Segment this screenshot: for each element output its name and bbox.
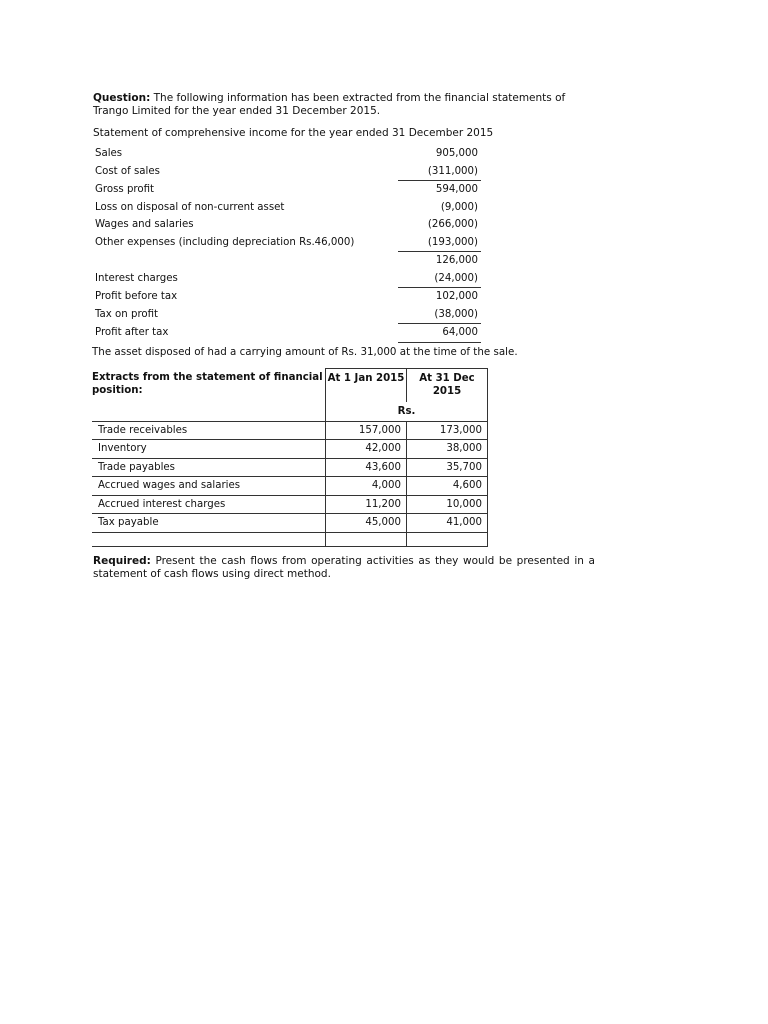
income-row [95, 288, 481, 306]
column-header-closing: At 31 Dec 2015 [407, 368, 488, 402]
position-row-label: Accrued interest charges [92, 495, 326, 514]
income-row [95, 145, 481, 163]
income-row [95, 234, 481, 252]
required-label: Required: [93, 554, 151, 567]
required-text: Present the cash flows from operating activities as they would be presented in a statement of cash flows using direct method. [93, 554, 595, 580]
position-row [92, 477, 488, 496]
income-row [95, 163, 481, 181]
income-row-amount: (38,000) [398, 306, 481, 324]
position-row-opening: 45,000 [326, 514, 407, 533]
income-row-label: Tax on profit [95, 309, 159, 320]
income-row-amount: (24,000) [398, 270, 481, 288]
position-table-title: Extracts from the statement of financial position: [92, 372, 323, 396]
income-row [95, 306, 481, 324]
income-row [95, 252, 481, 270]
position-row-label: Accrued wages and salaries [92, 477, 326, 496]
income-row-amount: (266,000) [427, 219, 478, 231]
position-row-label: Trade receivables [92, 421, 326, 440]
position-row [92, 458, 488, 477]
unit-row [92, 402, 488, 422]
position-row-closing: 4,600 [407, 477, 488, 496]
position-header-row [92, 368, 488, 402]
income-row-label: Profit after tax [95, 327, 169, 339]
asset-disposal-note: The asset disposed of had a carrying amount of Rs. 31,000 at the time of the sale. [92, 345, 518, 358]
income-row-amount: (9,000) [440, 201, 478, 213]
empty-row [92, 532, 488, 546]
income-row-amount: 126,000 [435, 255, 478, 267]
position-row-opening: 4,000 [326, 477, 407, 496]
income-row-amount: 64,000 [398, 324, 481, 343]
position-row [92, 440, 488, 459]
position-row-label: Inventory [92, 440, 326, 459]
position-row-label: Tax payable [92, 514, 326, 533]
position-row-closing: 38,000 [407, 440, 488, 459]
income-row-label [95, 252, 398, 270]
position-row-closing: 173,000 [407, 421, 488, 440]
income-statement-title: Statement of comprehensive income for the year ended 31 December 2015 [93, 127, 494, 139]
question-text: The following information has been extracted from the financial statements of Trango Limited for the year ended 31 December 2015. [93, 92, 566, 117]
document-page [93, 92, 595, 591]
income-statement-table [95, 145, 481, 343]
required-paragraph [93, 555, 595, 581]
position-row-opening: 157,000 [326, 421, 407, 440]
income-row-amount: (193,000) [398, 234, 481, 252]
question-paragraph [93, 92, 595, 118]
position-row-closing: 35,700 [407, 458, 488, 477]
position-row-opening: 11,200 [326, 495, 407, 514]
income-row-label: Loss on disposal of non-current asset [95, 201, 285, 213]
position-row-opening: 43,600 [326, 458, 407, 477]
position-row-closing: 41,000 [407, 514, 488, 533]
income-row [95, 324, 481, 343]
position-row-label: Trade payables [92, 458, 326, 477]
income-row [95, 216, 481, 234]
income-row-label: Wages and salaries [95, 219, 194, 231]
income-row-label: Sales [95, 148, 123, 160]
position-row [92, 421, 488, 440]
income-row-amount: 594,000 [435, 184, 478, 196]
income-row-amount: (311,000) [398, 163, 481, 181]
position-row-opening: 42,000 [326, 440, 407, 459]
position-row [92, 495, 488, 514]
column-header-opening: At 1 Jan 2015 [326, 368, 407, 402]
currency-unit-label: Rs. [326, 402, 488, 422]
income-row [95, 199, 481, 217]
income-row [95, 181, 481, 199]
financial-position-table [92, 368, 488, 547]
income-row-label: Cost of sales [95, 166, 160, 177]
income-row-label: Gross profit [95, 184, 155, 195]
position-row [92, 514, 488, 533]
income-row-amount: 905,000 [435, 148, 478, 160]
question-label: Question: [93, 92, 151, 104]
income-row-label: Interest charges [95, 273, 178, 284]
income-row-amount: 102,000 [435, 291, 478, 303]
position-row-closing: 10,000 [407, 495, 488, 514]
income-row-label: Other expenses (including depreciation Rs.46,000) [95, 237, 355, 248]
income-row [95, 270, 481, 288]
income-row-label: Profit before tax [95, 291, 178, 302]
